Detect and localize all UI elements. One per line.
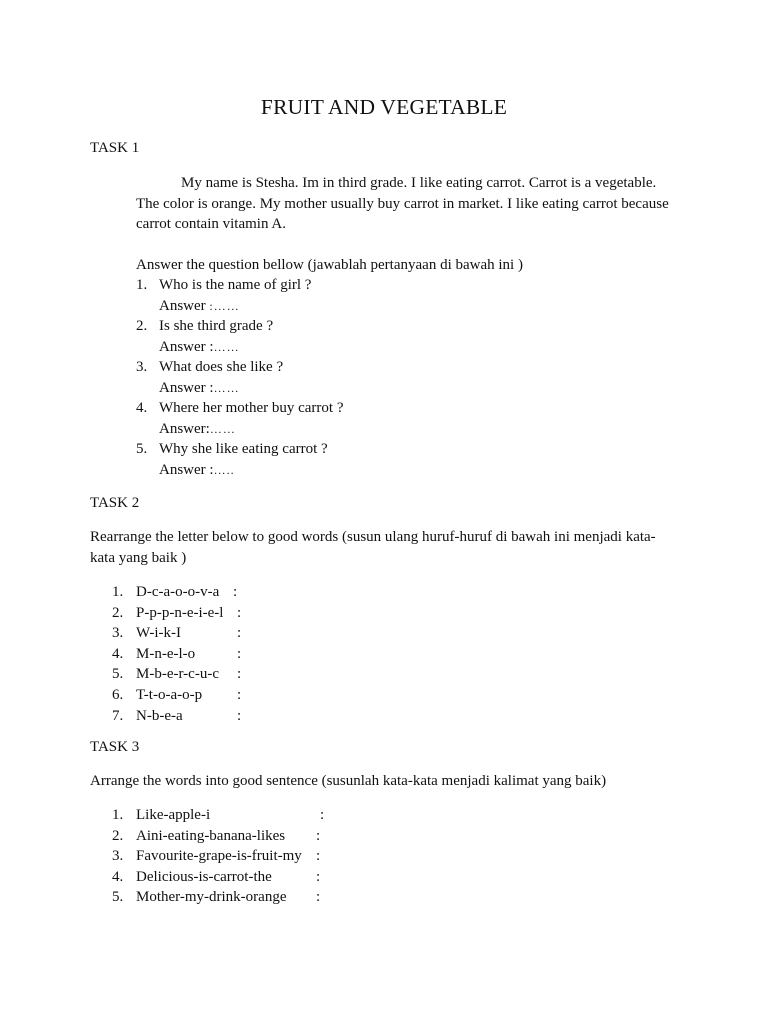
scrambled-word: N-b-e-a — [136, 707, 183, 724]
answer-blank: …… — [213, 380, 240, 395]
question-text: What does she like ? — [159, 359, 284, 375]
answer-blank: …… — [213, 339, 240, 354]
answer-line: Answer :…… — [159, 297, 240, 314]
answer-blank: …… — [209, 421, 236, 436]
question-item: 1. Who is the name of girl ? Answer :…… — [136, 275, 676, 316]
answer-blank: ….. — [213, 462, 235, 477]
scrambled-sentence: Mother-my-drink-orange — [136, 889, 287, 906]
question-item: 5. Why she like eating carrot ? Answer :….. — [136, 439, 676, 480]
question-item: 3. What does she like ? Answer :…… — [136, 357, 676, 398]
answer-blank: :…… — [209, 298, 240, 313]
question-text: Who is the name of girl ? — [159, 277, 312, 293]
scrambled-word: M-b-e-r-c-u-c — [136, 666, 219, 683]
passage-line-2: The color is orange. My mother usually buy carrot in market. I like eating carrot because — [136, 195, 669, 212]
scrambled-sentence: Like-apple-i — [136, 807, 211, 823]
answer-line: Answer :…… — [159, 338, 240, 355]
answer-line: Answer :…… — [159, 379, 240, 396]
task1-question-list — [136, 275, 676, 480]
task1-heading: TASK 1 — [90, 140, 140, 156]
page-title: FRUIT AND VEGETABLE — [260, 95, 508, 119]
task2-instruction: Rearrange the letter below to good words (susun ulang huruf-huruf di bawah ini menjadi kata- kata yang baik ) — [90, 529, 656, 566]
scrambled-word: D-c-a-o-o-v-a — [136, 584, 220, 600]
scrambled-sentence: Aini-eating-banana-likes — [136, 827, 286, 844]
answer-line: Answer:…… — [159, 420, 236, 437]
question-text: Is she third grade ? — [159, 318, 274, 334]
task1-instruction: Answer the question bellow (jawablah pertanyaan di bawah ini ) — [136, 257, 523, 273]
question-item: 4. Where her mother buy carrot ? Answer:…… — [136, 398, 676, 439]
answer-line: Answer :….. — [159, 461, 235, 478]
task3-instruction: Arrange the words into good sentence (susunlah kata-kata menjadi kalimat yang baik) — [90, 773, 607, 789]
scrambled-word: P-p-p-n-e-i-e-l — [136, 604, 224, 621]
task3-heading: TASK 3 — [90, 739, 140, 755]
scrambled-sentence: Delicious-is-carrot-the — [136, 868, 272, 885]
task1-passage — [136, 173, 676, 235]
task2-heading: TASK 2 — [90, 495, 140, 511]
scrambled-sentence: Favourite-grape-is-fruit-my — [136, 848, 302, 865]
passage-line-1: My name is Stesha. Im in third grade. I like eating carrot. Carrot is a vegetable. — [181, 175, 657, 191]
passage-line-3: carrot contain vitamin A. — [136, 216, 286, 232]
question-text: Where her mother buy carrot ? — [159, 400, 344, 416]
scrambled-word: T-t-o-a-o-p — [136, 686, 203, 703]
question-text: Why she like eating carrot ? — [159, 441, 328, 457]
worksheet-page: FRUIT AND VEGETABLE TASK 1 My name is Stesha. Im in third grade. I like eating carrot. Carrot is a vegetable. The color is orange. My mother usually buy carrot in market. I like eating carrot because carrot contain vitamin A. Answer the question bellow (jawablah pertanyaan di bawah ini ) 1. Who is the name of girl ? Answer :…… 2. Is she third grade ? Answer :…… 3. What does she like ? Answer :…… 4. Where her mother buy carrot ? Answer:…… 5. Why she like eating carrot ? Answer :….. TASK 2 Rearrange the letter below to good words (susun ulang huruf-huruf di bawah ini menjadi kata- kata yang baik ) 1. D-c-a-o-o-v-a : 2. P-p-p-n-e-i-e-l : 3. W-i-k-I : 4. M-n-e-l-o : 5. M-b-e-r-c-u-c : 6. T-t-o-a-o-p : 7. N-b-e-a : TASK 3 Arrange the words into good sentence (susunlah kata-kata menjadi kalimat yang baik) 1. Like-apple-i : 2. Aini-eating-banana-likes : 3. Favourite-grape-is-fruit-my : 4. Delicious-is-carrot-the : 5. Mother-my-drink-orange : — [0, 0, 768, 1024]
question-item: 2. Is she third grade ? Answer :…… — [136, 316, 676, 357]
scrambled-word: M-n-e-l-o — [136, 645, 196, 662]
scrambled-word: W-i-k-I — [136, 625, 181, 642]
